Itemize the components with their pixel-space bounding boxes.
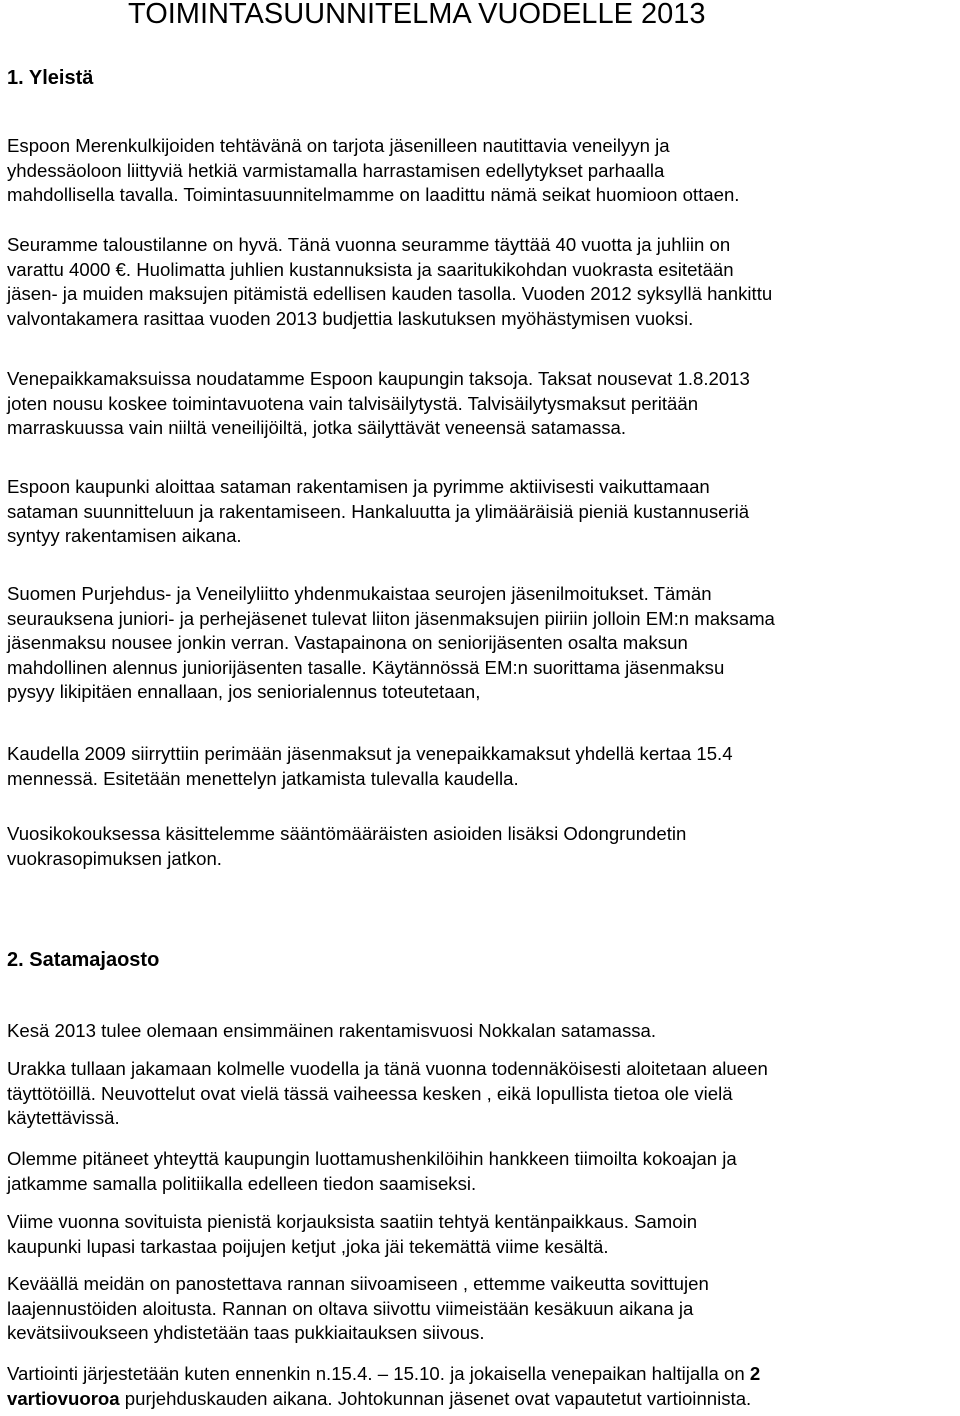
paragraph-construction-year <box>7 1019 960 1044</box>
paragraph-harbor-construction <box>7 475 960 549</box>
paragraph-contacts <box>7 1147 960 1196</box>
paragraph-line: valvontakamera rasittaa vuoden 2013 budjettia laskutuksen myöhästymisen vuoksi. <box>7 307 694 329</box>
paragraph-line: kevätsiivoukseen yhdistetään taas pukkiaitauksen siivous. <box>7 1322 485 1344</box>
paragraph-line: vuokrasopimuksen jatkon. <box>7 847 222 869</box>
paragraph-line <box>7 1387 960 1412</box>
paragraph-line: Espoon kaupunki aloittaa sataman rakentamisen ja pyrimme aktiivisesti vaikuttamaan <box>7 476 710 497</box>
paragraph-finances <box>7 233 960 331</box>
guard-duty-text: Vartiointi järjestetään kuten ennenkin n.15.4. – 15.10. ja jokaisella venepaikan haltijalla on <box>7 1363 750 1384</box>
guard-duty-count: 2 <box>749 1363 761 1384</box>
paragraph-purpose <box>7 134 960 208</box>
paragraph-membership-fees <box>7 582 960 705</box>
paragraph-guard-duty <box>7 1362 960 1411</box>
paragraph-line: mahdollisella tavalla. Toimintasuunnitelmamme on laadittu nämä seikat huomioon ottaen. <box>7 184 740 206</box>
paragraph-line: jäsen- ja muiden maksujen pitämistä edellisen kauden tasolla. Vuoden 2012 syksyllä hankittu <box>7 283 773 305</box>
paragraph-contract <box>7 1057 960 1131</box>
document-title: TOIMINTASUUNNITELMA VUODELLE 2013 <box>128 0 706 30</box>
paragraph-line: täyttötöillä. Neuvottelut ovat vielä tässä vaiheessa kesken , eikä lopullista tietoa ole vielä <box>7 1082 733 1104</box>
paragraph-line: Vuosikokouksessa käsittelemme sääntömääräisten asioiden lisäksi Odongrundetin <box>7 823 687 844</box>
paragraph-repairs <box>7 1210 960 1259</box>
paragraph-fee-collection <box>7 742 960 791</box>
section-heading-general: 1. Yleistä <box>7 67 94 89</box>
paragraph-annual-meeting <box>7 822 960 871</box>
paragraph-berth-fees <box>7 367 960 441</box>
paragraph-line: Suomen Purjehdus- ja Veneilyliitto yhdenmukaistaa seurojen jäsenilmoitukset. Tämän <box>7 583 712 604</box>
paragraph-line: jäsenmaksu nousee jonkin verran. Vastapainona on seniorijäsenten osalta maksun <box>7 632 688 654</box>
paragraph-line: seurauksena juniori- ja perhejäsenet tulevat liiton jäsenmaksujen piiriin jolloin EM:n maksama <box>7 607 775 629</box>
paragraph-line: laajennustöiden aloitusta. Rannan on oltava siivottu viimeistään kesäkuun aikana ja <box>7 1297 694 1319</box>
paragraph-line: Venepaikkamaksuissa noudatamme Espoon kaupungin taksoja. Taksat nousevat 1.8.2013 <box>7 368 750 389</box>
section-heading-harbor-committee: 2. Satamajaosto <box>7 949 160 971</box>
paragraph-line <box>7 1362 960 1387</box>
paragraph-line: pysyy likipitäen ennallaan, jos seniorialennus toteutetaan, <box>7 681 481 703</box>
paragraph-line: marraskuussa vain niiltä veneilijöiltä, jotka säilyttävät veneensä satamassa. <box>7 417 627 439</box>
paragraph-spring-cleaning <box>7 1272 960 1346</box>
guard-duty-term: vartiovuoroa <box>7 1387 120 1409</box>
paragraph-line: mahdollinen alennus juniorijäsenten tasalle. Käytännössä EM:n suorittama jäsenmaksu <box>7 656 725 678</box>
paragraph-line: yhdessäoloon liittyviä hetkiä varmistamalla harrastamisen edellytykset parhaalla <box>7 159 665 181</box>
paragraph-line: mennessä. Esitetään menettelyn jatkamista tulevalla kaudella. <box>7 767 519 789</box>
paragraph-line: Keväällä meidän on panostettava rannan siivoamiseen , ettemme vaikeutta sovittujen <box>7 1273 709 1294</box>
paragraph-line: Kesä 2013 tulee olemaan ensimmäinen rakentamisvuosi Nokkalan satamassa. <box>7 1020 657 1041</box>
guard-duty-text: purjehduskauden aikana. Johtokunnan jäsenet ovat vapautetut vartioinnista. <box>119 1387 752 1409</box>
paragraph-line: Urakka tullaan jakamaan kolmelle vuodella ja tänä vuonna todennäköisesti aloitetaan alueen <box>7 1058 768 1079</box>
paragraph-line: Espoon Merenkulkijoiden tehtävänä on tarjota jäsenilleen nautittavia veneilyyn ja <box>7 135 670 156</box>
paragraph-line: käytettävissä. <box>7 1107 120 1129</box>
paragraph-line: kaupunki lupasi tarkastaa poijujen ketjut ,joka jäi tekemättä viime kesältä. <box>7 1235 609 1257</box>
paragraph-line: Kaudella 2009 siirryttiin perimään jäsenmaksut ja venepaikkamaksut yhdellä kertaa 15.4 <box>7 743 733 764</box>
paragraph-line: Seuramme taloustilanne on hyvä. Tänä vuonna seuramme täyttää 40 vuotta ja juhliin on <box>7 234 731 255</box>
paragraph-line: sataman suunnitteluun ja rakentamiseen. Hankaluutta ja ylimääräisiä pieniä kustannuseriä <box>7 500 750 522</box>
paragraph-line: Viime vuonna sovituista pienistä korjauksista saatiin tehtyä kentänpaikkaus. Samoin <box>7 1211 698 1232</box>
paragraph-line: varattu 4000 €. Huolimatta juhlien kustannuksista ja saaritukikohdan vuokrasta esitetään <box>7 258 734 280</box>
paragraph-line: joten nousu koskee toimintavuotena vain talvisäilytystä. Talvisäilytysmaksut peritään <box>7 392 699 414</box>
paragraph-line: syntyy rakentamisen aikana. <box>7 525 242 547</box>
paragraph-line: Olemme pitäneet yhteyttä kaupungin luottamushenkilöihin hankkeen tiimoilta kokoajan ja <box>7 1148 737 1169</box>
paragraph-line: jatkamme samalla politiikalla edelleen tiedon saamiseksi. <box>7 1172 477 1194</box>
